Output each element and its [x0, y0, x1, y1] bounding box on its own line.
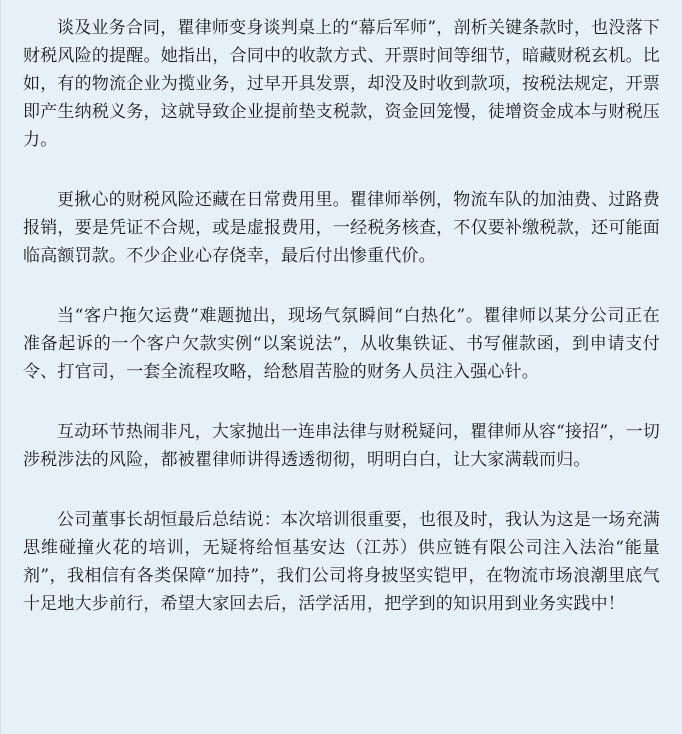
paragraph-contract-tax-risk: 谈及业务合同，瞿律师变身谈判桌上的“幕后军师”，剖析关键条款时，也没落下财税风险的提醒。她指出，合同中的收款方式、开票时间等细节，暗藏财税玄机。比如，有的物流企业为揽业务，过早开具发票，却没及时收到款项，按税法规定，开票即产生纳税义务，这就导致企业提前垫支税款，资金回笼慢，徒增资金成本与财税压力。: [23, 18, 660, 150]
paragraph-expense-risk: 更揪心的财税风险还藏在日常费用里。瞿律师举例，物流车队的加油费、过路费报销，要是凭证不合规，或是虚报费用，一经税务核查，不仅要补缴税款，还可能面临高额罚款。不少企业心存侥幸，最后付出惨重代价。: [23, 190, 660, 266]
paragraph-unpaid-freight: 当“客户拖欠运费”难题抛出，现场气氛瞬间“白热化”。瞿律师以某分公司正在准备起诉的一个客户欠款实例“以案说法”，从收集铁证、书写催款函，到申请支付令、打官司，一套全流程攻略，给愁眉苦脸的财务人员注入强心针。: [23, 306, 660, 382]
paragraph-interaction: 互动环节热闹非凡，大家抛出一连串法律与财税疑问，瞿律师从容“接招”，一切涉税涉法的风险，都被瞿律师讲得透透彻彻，明明白白，让大家满载而归。: [23, 422, 660, 470]
paragraph-chairman-summary: 公司董事长胡恒最后总结说：本次培训很重要，也很及时，我认为这是一场充满思维碰撞火花的培训，无疑将给恒基安达（江苏）供应链有限公司注入法治“能量剂”，我相信有各类保障“加持”，我们公司将身披坚实铠甲，在物流市场浪潮里底气十足地大步前行，希望大家回去后，活学活用，把学到的知识用到业务实践中！: [23, 510, 660, 614]
